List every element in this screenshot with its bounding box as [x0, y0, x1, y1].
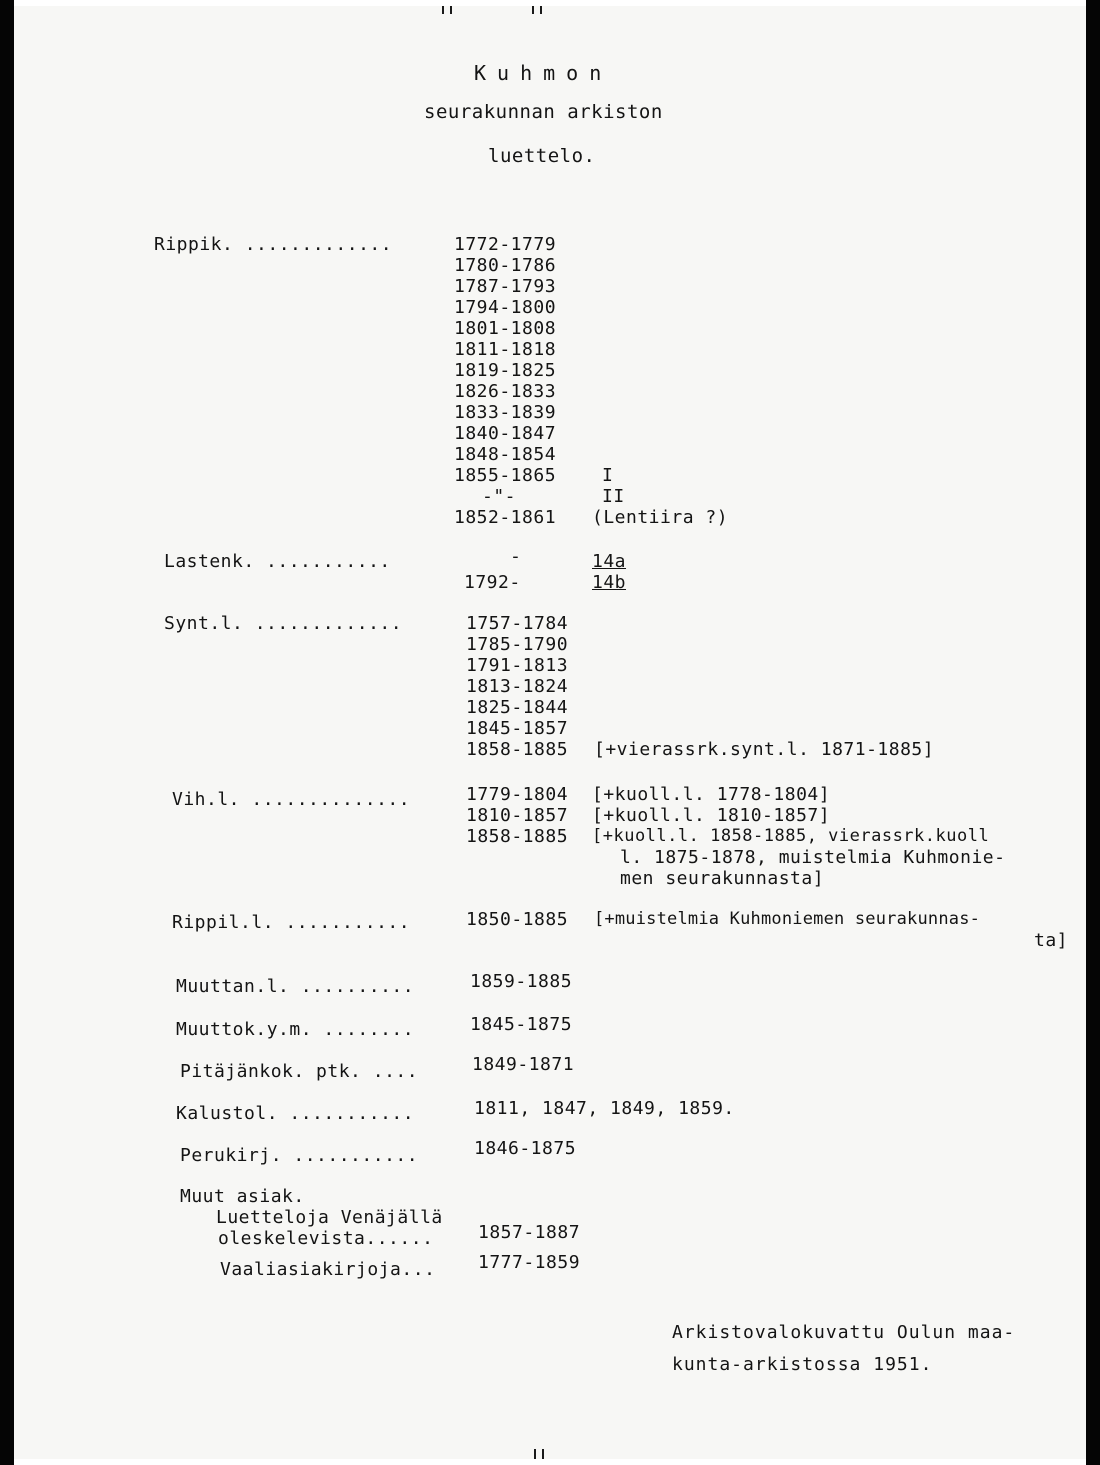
synt-range: 1845-1857: [466, 718, 569, 739]
rippik-range: 1794-1800: [454, 297, 557, 318]
rippik-note: (Lentiira ?): [592, 507, 729, 528]
scan-mark: [442, 6, 444, 14]
rippil-label: Rippil.l. ...........: [172, 912, 411, 933]
perukirj-range: 1846-1875: [474, 1138, 577, 1159]
rippik-range: 1819-1825: [454, 360, 557, 381]
vih-note: [+kuoll.l. 1778-1804]: [592, 784, 831, 805]
rippik-range: 1801-1808: [454, 318, 557, 339]
scan-edge-left: [0, 0, 14, 1465]
rippik-range: 1833-1839: [454, 402, 557, 423]
lastenk-note: 14a: [592, 551, 627, 572]
pitajankok-range: 1849-1871: [472, 1054, 575, 1075]
scan-edge-right: [1086, 0, 1100, 1465]
rippik-range: 1848-1854: [454, 444, 557, 465]
vih-note: men seurakunnasta]: [620, 868, 825, 889]
pitajankok-label: Pitäjänkok. ptk. ....: [180, 1061, 419, 1082]
synt-label: Synt.l. .............: [164, 613, 403, 634]
rippik-range: 1852-1861: [454, 507, 557, 528]
synt-range: 1791-1813: [466, 655, 569, 676]
synt-range: 1825-1844: [466, 697, 569, 718]
rippil-range: 1850-1885: [466, 909, 569, 930]
rippik-range: 1855-1865: [454, 465, 557, 486]
archive-stamp-line-2: kunta-arkistossa 1951.: [672, 1354, 933, 1375]
vih-label: Vih.l. ..............: [172, 789, 411, 810]
page-subtitle-2: luettelo.: [488, 145, 596, 167]
vih-note: [+kuoll.l. 1858-1885, vierassrk.kuoll: [592, 826, 990, 846]
rippik-range: 1811-1818: [454, 339, 557, 360]
archive-stamp-line-1: Arkistovalokuvattu Oulun maa-: [672, 1322, 1016, 1343]
synt-range: 1858-1885: [466, 739, 569, 760]
scan-mark: [534, 1449, 536, 1459]
rippik-label: Rippik. .............: [154, 234, 393, 255]
document-page: [14, 6, 1086, 1459]
scan-mark: [540, 6, 542, 14]
muut-range-1: 1857-1887: [478, 1222, 581, 1243]
muuttan-range: 1859-1885: [470, 971, 573, 992]
synt-range: 1785-1790: [466, 634, 569, 655]
synt-note: [+vierassrk.synt.l. 1871-1885]: [594, 739, 935, 760]
muut-sub-oleskelevista: oleskelevista......: [218, 1228, 434, 1249]
rippik-range: 1787-1793: [454, 276, 557, 297]
kalustol-range: 1811, 1847, 1849, 1859.: [474, 1098, 735, 1119]
scan-mark: [450, 6, 452, 14]
kalustol-label: Kalustol. ...........: [176, 1103, 415, 1124]
vih-note: [+kuoll.l. 1810-1857]: [592, 805, 831, 826]
vih-range: 1858-1885: [466, 826, 569, 847]
muuttok-range: 1845-1875: [470, 1014, 573, 1035]
synt-range: 1757-1784: [466, 613, 569, 634]
scan-mark: [542, 1449, 544, 1459]
muuttok-label: Muuttok.y.m. ........: [176, 1019, 415, 1040]
lastenk-range: 1792-: [464, 572, 521, 593]
vih-note: l. 1875-1878, muistelmia Kuhmonie-: [620, 847, 1006, 868]
rippik-range: 1840-1847: [454, 423, 557, 444]
lastenk-range: -: [510, 546, 522, 567]
rippik-range: 1780-1786: [454, 255, 557, 276]
rippil-note: [+muistelmia Kuhmoniemen seurakunnas-: [594, 909, 981, 929]
rippik-range: 1772-1779: [454, 234, 557, 255]
muuttan-label: Muuttan.l. ..........: [176, 976, 415, 997]
lastenk-note: 14b: [592, 572, 627, 593]
rippik-note: I: [602, 465, 614, 486]
vih-range: 1779-1804: [466, 784, 569, 805]
muut-sub-luetteloja: Luetteloja Venäjällä: [216, 1207, 443, 1228]
rippil-note: ta]: [1034, 930, 1069, 951]
lastenk-label: Lastenk. ...........: [164, 551, 391, 572]
page-title: Kuhmon: [474, 61, 613, 85]
rippik-range: 1826-1833: [454, 381, 557, 402]
synt-range: 1813-1824: [466, 676, 569, 697]
vih-range: 1810-1857: [466, 805, 569, 826]
muut-label: Muut asiak.: [180, 1186, 305, 1207]
muut-range-2: 1777-1859: [478, 1252, 581, 1273]
muut-sub-vaaliasiakirjoja: Vaaliasiakirjoja...: [220, 1259, 436, 1280]
rippik-range: -"-: [482, 486, 517, 507]
scan-mark: [532, 6, 534, 14]
perukirj-label: Perukirj. ...........: [180, 1145, 419, 1166]
page-subtitle: seurakunnan arkiston: [424, 101, 663, 123]
rippik-note: II: [602, 486, 625, 507]
